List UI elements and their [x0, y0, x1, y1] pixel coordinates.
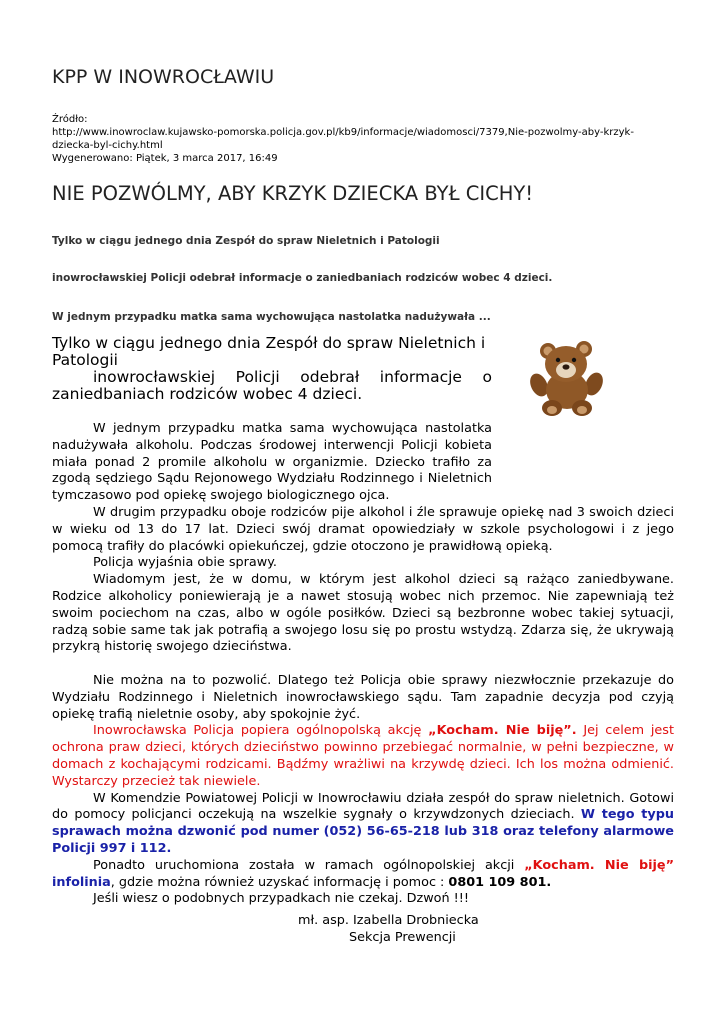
phone-numbers: W tego typu sprawach można dzwonić pod numer (052) 56-65-218 lub 318 oraz telefony alarmowe Policji 997 i 112.	[52, 807, 674, 856]
lead-line-2: inowrocławskiej Policji odebrał informacje o zaniedbaniach rodziców wobec 4 dzieci.	[52, 272, 553, 284]
paragraph-1: W jednym przypadku matka sama wychowująca nastolatka nadużywała alkoholu. Podczas środowej interwencji Policji kobieta miała ponad 2 promile alkoholu w organizmie. Dziecko trafiło za zgodą sędziego Sądu Rejonowego Wydziału Rodzinnego i Nieletnich tymczasowo pod opiekę swojego biologicznego ojca.	[52, 421, 492, 504]
signature-unit: Sekcja Prewencji	[349, 930, 456, 945]
intro-block	[52, 335, 492, 403]
lead-line-1: Tylko w ciągu jednego dnia Zespół do spraw Nieletnich i Patologii	[52, 235, 440, 247]
helpline-number: 0801 109 801.	[448, 874, 552, 890]
paragraph-gap	[52, 656, 674, 673]
campaign-name-2: „Kocham. Nie biję”	[524, 857, 674, 873]
paragraph-7	[52, 791, 674, 858]
teddy-bear-image	[527, 338, 607, 418]
paragraph-4: Wiadomym jest, że w domu, w którym jest alkohol dzieci są rażąco zaniedbywane. Rodzice alkoholicy poniewierają je a nawet stosują wobec nich przemoc. Nie zapewniają też swoim pociechom na czas, albo w ogóle posiłków. Dzieci są bezbronne wobec takiej sytuacji, radzą sobie same tak jak potrafią a swojego losu się po prostu wstydzą. Zdarza się, że ukrywają przykrą historię swojego dzieciństwa.	[52, 572, 674, 655]
campaign-intro-text: Inowrocławska Policja popiera ogólnopolską akcję	[93, 723, 429, 739]
campaign-description: Jej celem jest ochrona praw dzieci, których dzieciństwo powinno przebiegać normalnie, w pełni bezpieczne, w domach z kochającymi rodzicami. Bądźmy wrażliwi na krzywdę dzieci. Ich los można odmienić. Wystarczy przecież tak niewiele.	[52, 723, 674, 789]
team-info-text: W Komendzie Powiatowej Policji w Inowrocławiu działa zespół do spraw nieletnich. Gotowi do pomocy policjanci oczekują na wszelkie sygnały o krzywdzonych dzieciach.	[52, 790, 674, 823]
lead-line-3: W jednym przypadku matka sama wychowująca nastolatka nadużywała ...	[52, 311, 491, 323]
helpline-intro-text: Ponadto uruchomiona została w ramach ogólnopolskiej akcji	[93, 857, 525, 873]
helpline-text: , gdzie można również uzyskać informację i pomoc :	[110, 874, 449, 890]
article-headline: NIE POZWÓLMY, ABY KRZYK DZIECKA BYŁ CICHY!	[52, 182, 534, 205]
source-label: Źródło:	[52, 114, 88, 125]
intro-line-2: inowrocławskiej Policji odebrał informacje o zaniedbaniach rodziców wobec 4 dzieci.	[52, 368, 492, 403]
signature	[298, 912, 479, 946]
generated-date: Wygenerowano: Piątek, 3 marca 2017, 16:49	[52, 153, 278, 164]
helpline-label: infolinia	[52, 874, 111, 890]
paragraph-2: W drugim przypadku oboje rodziców pije alkohol i źle sprawuje opiekę nad 3 swoich dzieci w wieku od 13 do 17 lat. Dzieci swój dramat opowiedziały w szkole psychologowi i z jego pomocą trafiły do placówki opiekuńczej, gdzie otoczono je prawidłową opieką.	[52, 504, 674, 554]
paragraph-3: Policja wyjaśnia obie sprawy.	[93, 555, 278, 571]
intro-line-1: Tylko w ciągu jednego dnia Zespół do spraw Nieletnich i Patologii	[52, 334, 486, 369]
campaign-name: „Kocham. Nie biję”.	[428, 723, 577, 739]
paragraph-6	[52, 723, 674, 790]
source-meta	[52, 113, 674, 165]
paragraph-5: Nie można na to pozwolić. Dlatego też Policja obie sprawy niezwłocznie przekazuje do Wydziału Rodzinnego i Nieletnich inowrocławskiego sądu. Tam zapadnie decyzja pod czyją opiekę trafią nieletnie osoby, aby spokojnie żyć.	[52, 672, 674, 722]
article-body	[52, 421, 674, 908]
source-url[interactable]: http://www.inowroclaw.kujawsko-pomorska.policja.gov.pl/kb9/informacje/wiadomosci/7379,Nie-pozwolmy-aby-krzyk-dziecka-byl-cichy.html	[52, 127, 634, 151]
signature-name: mł. asp. Izabella Drobniecka	[298, 913, 479, 928]
site-title: KPP W INOWROCŁAWIU	[52, 66, 275, 88]
paragraph-9: Jeśli wiesz o podobnych przypadkach nie czekaj. Dzwoń !!!	[93, 891, 470, 907]
paragraph-8	[52, 858, 674, 892]
